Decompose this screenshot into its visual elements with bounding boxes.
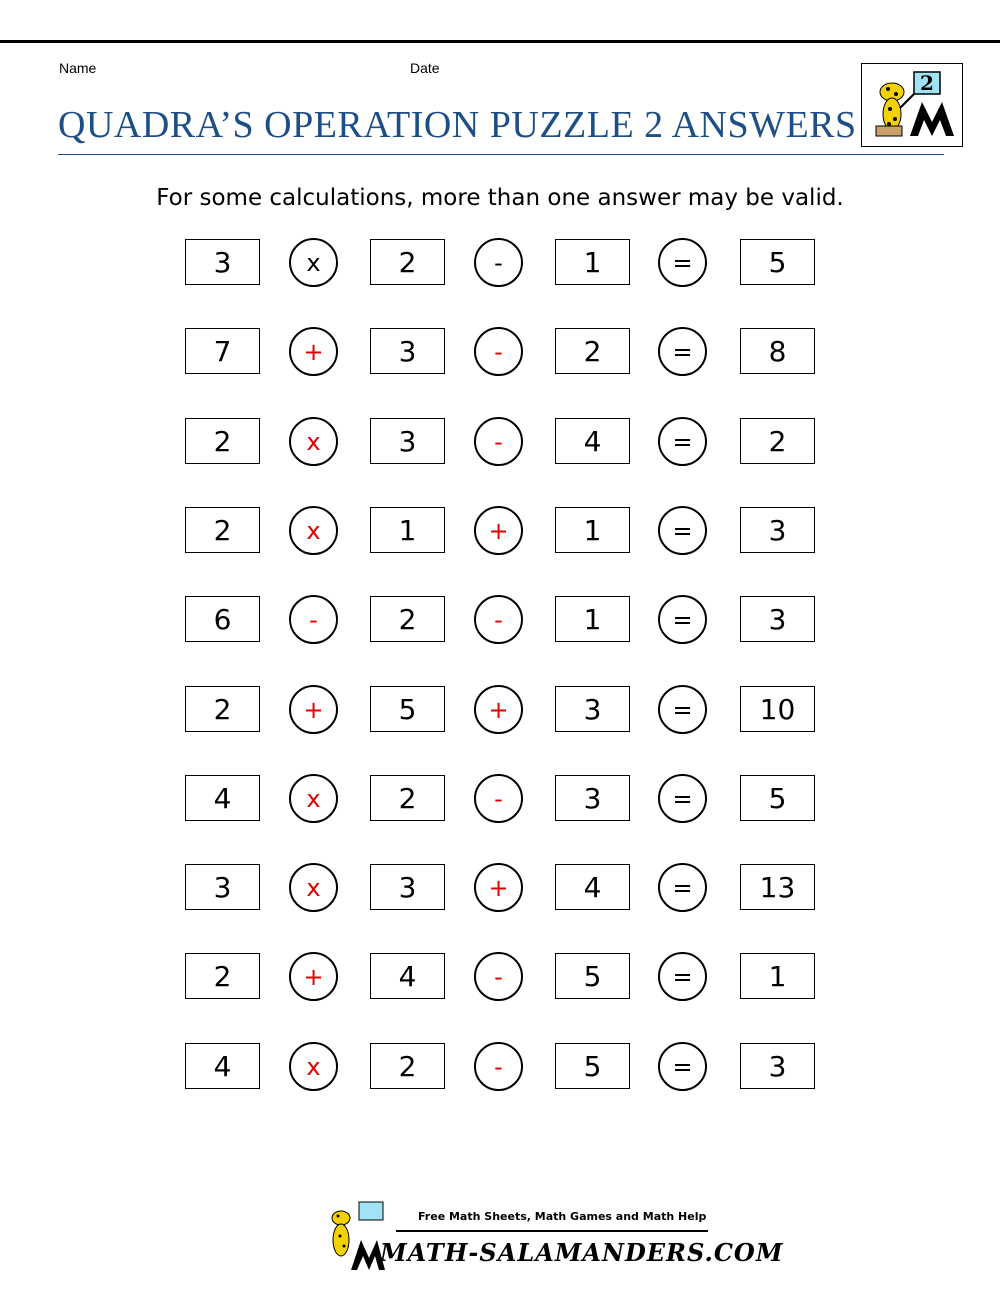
operator-circle: - bbox=[474, 1042, 523, 1091]
operator-circle: + bbox=[474, 506, 523, 555]
operator-circle: x bbox=[289, 1042, 338, 1091]
operand-box: 4 bbox=[555, 418, 630, 464]
puzzle-row bbox=[0, 596, 1000, 642]
puzzle-row bbox=[0, 953, 1000, 999]
equals-circle: = bbox=[658, 685, 707, 734]
operator-circle: + bbox=[289, 952, 338, 1001]
logo-badge: 2 bbox=[920, 71, 934, 95]
equals-circle: = bbox=[658, 506, 707, 555]
operand-box: 4 bbox=[555, 864, 630, 910]
operand-box: 2 bbox=[370, 1043, 445, 1089]
operand-box: 3 bbox=[370, 328, 445, 374]
operator-circle: x bbox=[289, 417, 338, 466]
operand-box: 2 bbox=[555, 328, 630, 374]
operand-box: 4 bbox=[185, 775, 260, 821]
operand-box: 2 bbox=[185, 418, 260, 464]
operand-box: 4 bbox=[370, 953, 445, 999]
operand-box: 3 bbox=[185, 864, 260, 910]
equals-circle: = bbox=[658, 595, 707, 644]
result-box: 3 bbox=[740, 507, 815, 553]
operator-circle: - bbox=[474, 595, 523, 644]
equals-circle: = bbox=[658, 952, 707, 1001]
footer-rule bbox=[396, 1230, 708, 1232]
puzzle-row bbox=[0, 864, 1000, 910]
operator-circle: x bbox=[289, 238, 338, 287]
operator-circle: x bbox=[289, 774, 338, 823]
operand-box: 6 bbox=[185, 596, 260, 642]
name-label: Name bbox=[59, 60, 97, 76]
result-box: 1 bbox=[740, 953, 815, 999]
operand-box: 1 bbox=[555, 507, 630, 553]
operand-box: 4 bbox=[185, 1043, 260, 1089]
operator-circle: + bbox=[474, 685, 523, 734]
result-box: 10 bbox=[740, 686, 815, 732]
result-box: 13 bbox=[740, 864, 815, 910]
operand-box: 3 bbox=[370, 418, 445, 464]
operator-circle: - bbox=[474, 774, 523, 823]
date-label: Date bbox=[410, 60, 440, 76]
result-box: 5 bbox=[740, 775, 815, 821]
footer-tagline: Free Math Sheets, Math Games and Math Help bbox=[418, 1210, 707, 1223]
equals-circle: = bbox=[658, 1042, 707, 1091]
operand-box: 5 bbox=[555, 1043, 630, 1089]
operator-circle: + bbox=[289, 327, 338, 376]
puzzle-row bbox=[0, 239, 1000, 285]
operand-box: 3 bbox=[370, 864, 445, 910]
operand-box: 1 bbox=[555, 596, 630, 642]
result-box: 5 bbox=[740, 239, 815, 285]
operator-circle: - bbox=[474, 327, 523, 376]
footer-salamander-icon bbox=[325, 1200, 387, 1272]
puzzle-row bbox=[0, 328, 1000, 374]
equals-circle: = bbox=[658, 327, 707, 376]
result-box: 8 bbox=[740, 328, 815, 374]
footer-site-link[interactable]: MATH-SALAMANDERS.COM bbox=[380, 1238, 784, 1267]
puzzle-row bbox=[0, 1043, 1000, 1089]
page-title: QUADRA’S OPERATION PUZZLE 2 ANSWERS bbox=[58, 104, 857, 146]
operand-box: 2 bbox=[370, 596, 445, 642]
operator-circle: - bbox=[474, 238, 523, 287]
operand-box: 2 bbox=[185, 507, 260, 553]
instruction-text: For some calculations, more than one answer may be valid. bbox=[156, 185, 844, 211]
equals-circle: = bbox=[658, 417, 707, 466]
operator-circle: - bbox=[289, 595, 338, 644]
operand-box: 2 bbox=[185, 953, 260, 999]
operator-circle: + bbox=[474, 863, 523, 912]
operand-box: 5 bbox=[555, 953, 630, 999]
operator-circle: - bbox=[474, 417, 523, 466]
operator-circle: + bbox=[289, 685, 338, 734]
operand-box: 3 bbox=[555, 686, 630, 732]
puzzle-row bbox=[0, 418, 1000, 464]
operand-box: 2 bbox=[370, 775, 445, 821]
puzzle-row bbox=[0, 775, 1000, 821]
operator-circle: x bbox=[289, 506, 338, 555]
operand-box: 2 bbox=[370, 239, 445, 285]
result-box: 3 bbox=[740, 1043, 815, 1089]
operator-circle: x bbox=[289, 863, 338, 912]
operand-box: 5 bbox=[370, 686, 445, 732]
puzzle-row bbox=[0, 507, 1000, 553]
operand-box: 3 bbox=[555, 775, 630, 821]
operator-circle: - bbox=[474, 952, 523, 1001]
operand-box: 7 bbox=[185, 328, 260, 374]
operand-box: 1 bbox=[555, 239, 630, 285]
operand-box: 2 bbox=[185, 686, 260, 732]
equals-circle: = bbox=[658, 774, 707, 823]
result-box: 2 bbox=[740, 418, 815, 464]
operand-box: 3 bbox=[185, 239, 260, 285]
puzzle-row bbox=[0, 686, 1000, 732]
operand-box: 1 bbox=[370, 507, 445, 553]
equals-circle: = bbox=[658, 863, 707, 912]
result-box: 3 bbox=[740, 596, 815, 642]
equals-circle: = bbox=[658, 238, 707, 287]
